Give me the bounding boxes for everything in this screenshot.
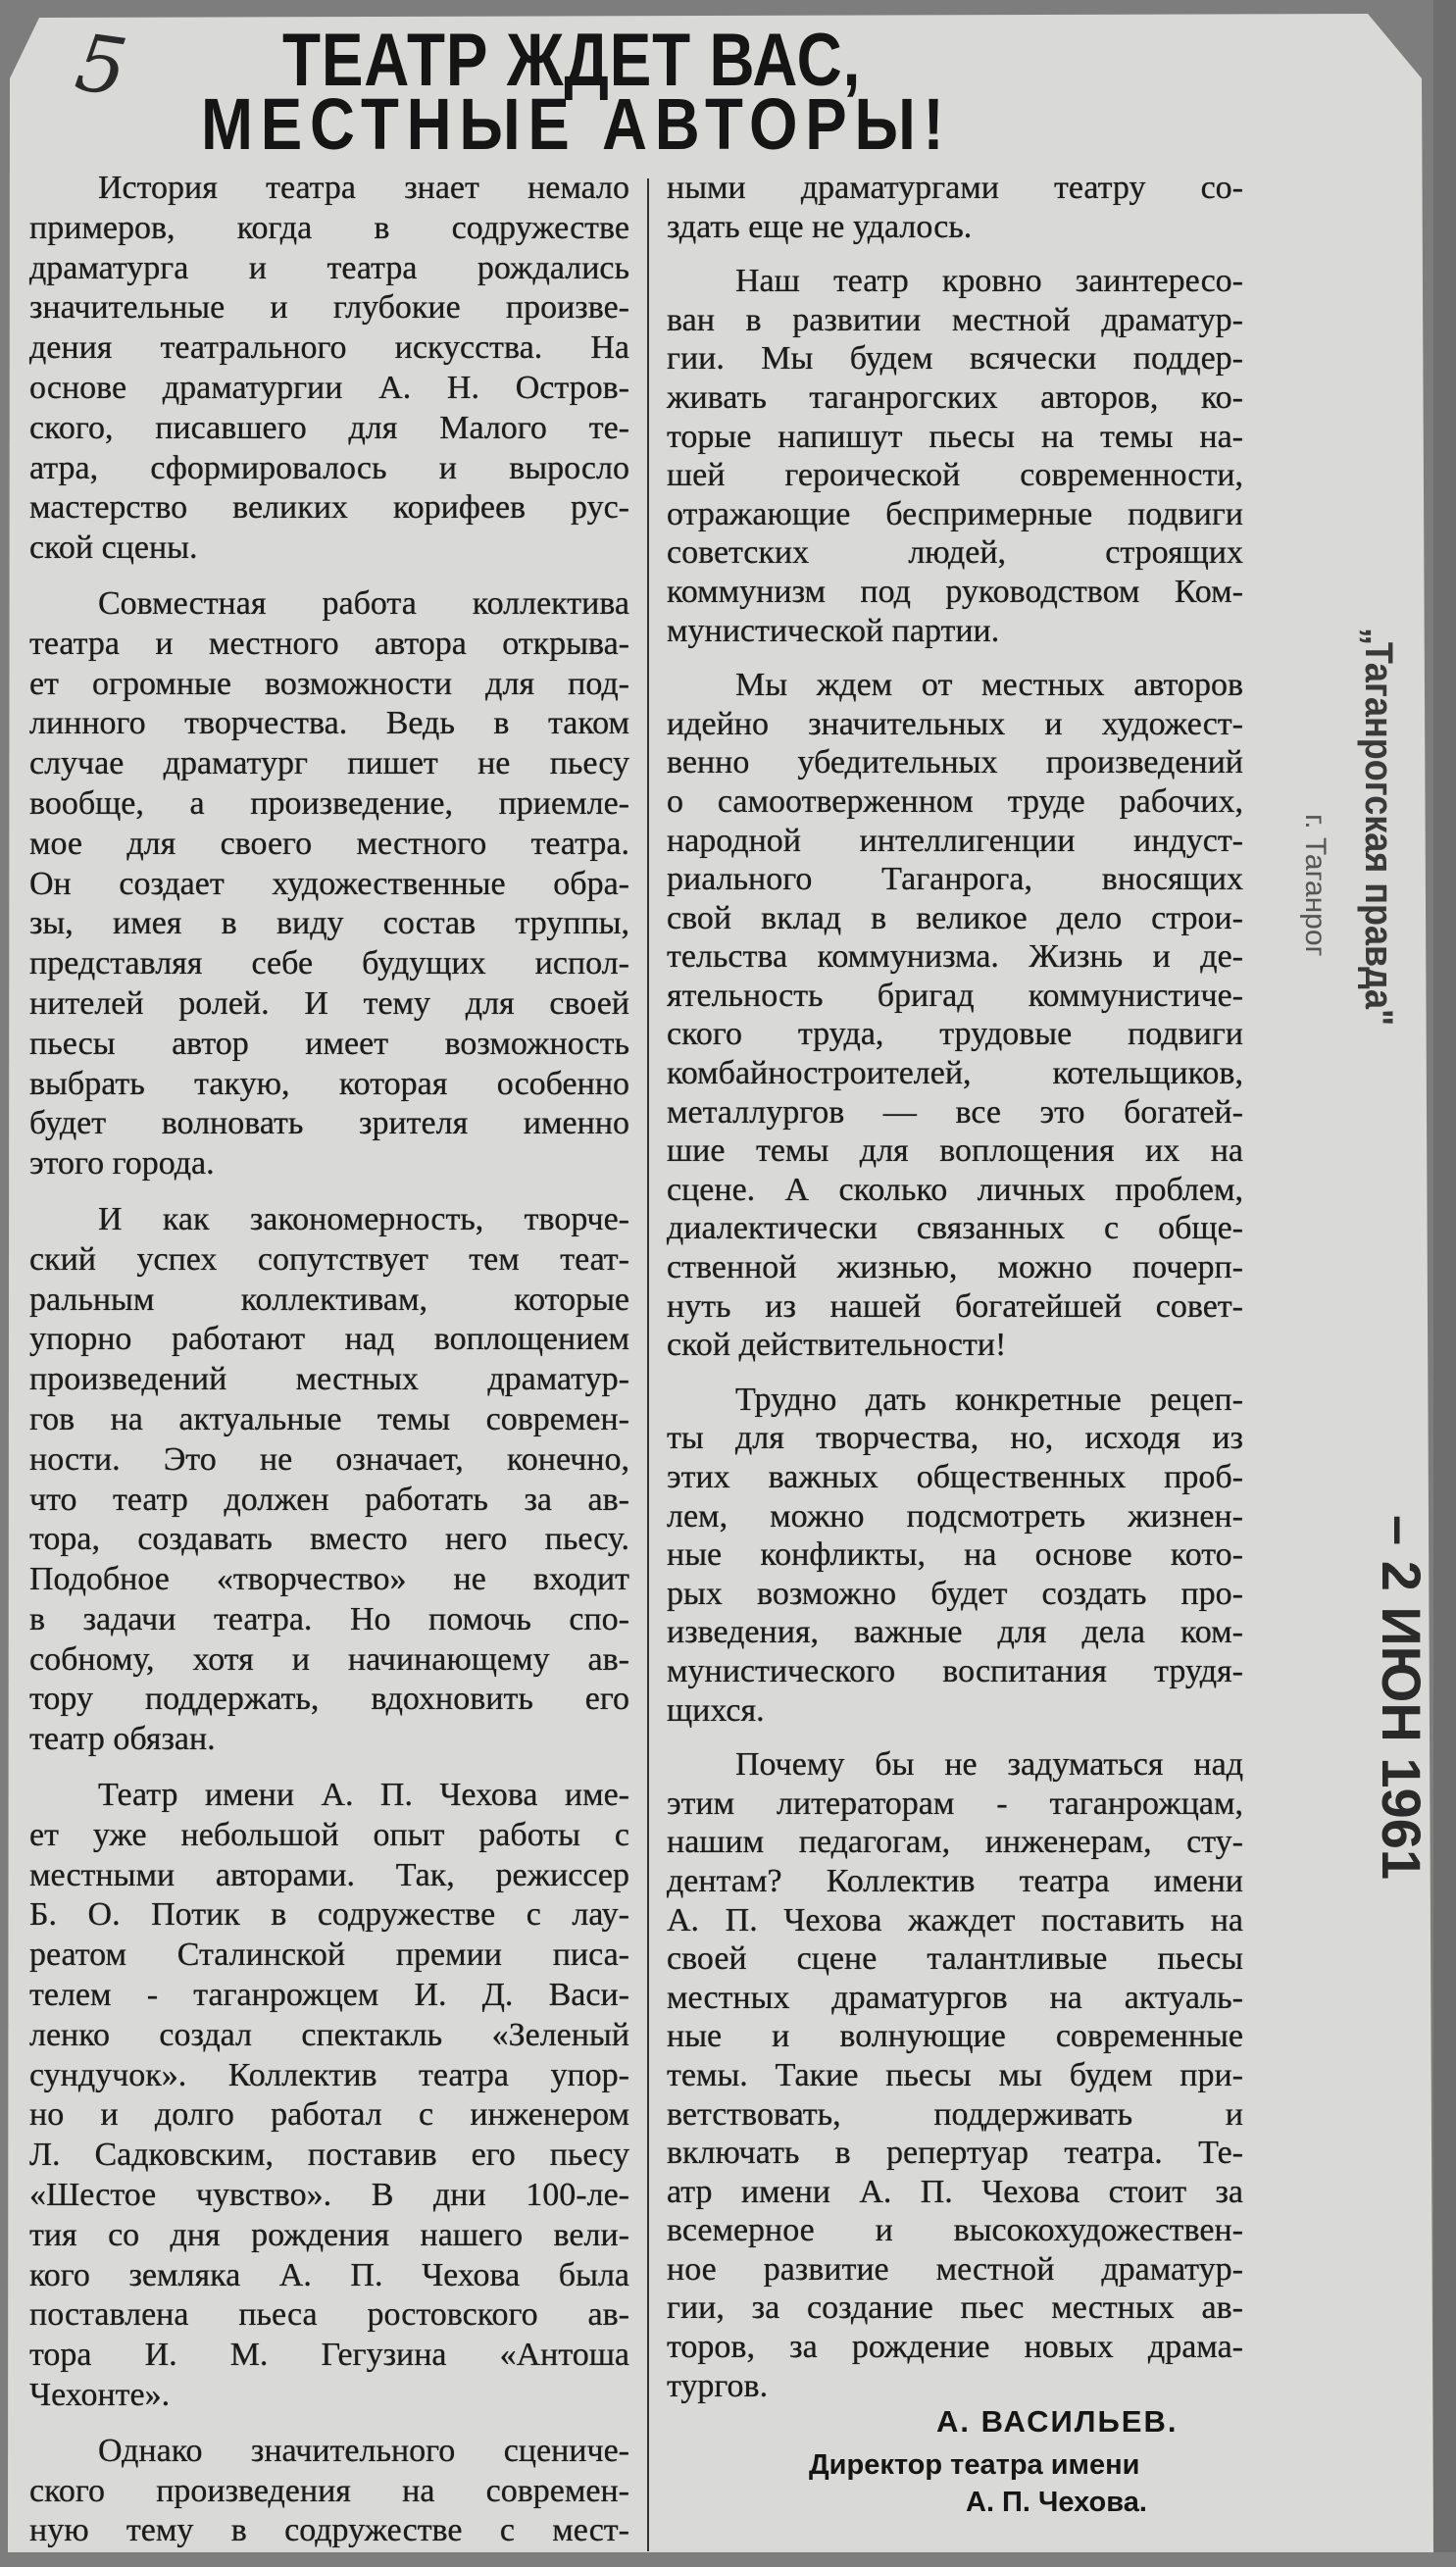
text-line: История театра знает немало — [98, 170, 629, 206]
paragraph — [667, 1381, 1243, 1730]
text-line: щихся. — [667, 1691, 765, 1729]
text-line: нашим педагогам, инженерам, сту- — [667, 1824, 1243, 1861]
text-line: тору поддержать, вдохновить его — [29, 1681, 629, 1718]
paragraph — [667, 1745, 1243, 2405]
text-line: ты для творчества, но, исходя из — [667, 1420, 1243, 1457]
headline-line-2: МЕСТНЫЕ АВТОРЫ! — [201, 83, 952, 165]
text-line: дения театрального искусства. На — [29, 329, 629, 367]
paragraph — [29, 1200, 629, 1760]
text-line: вообще, а произведение, приемле- — [29, 784, 629, 822]
text-line: народной интеллигенции индуст- — [667, 822, 1243, 859]
text-line: гии. Мы будем всячески поддер- — [667, 340, 1243, 378]
stamp-city: г. Таганрог — [1299, 814, 1331, 957]
text-line: ные конфликты, на основе кото- — [667, 1536, 1243, 1574]
text-line: основе драматургии А. Н. Остров- — [29, 369, 629, 406]
text-line: что театр должен работать за ав- — [29, 1481, 629, 1518]
text-line: кого земляка А. П. Чехова была — [29, 2256, 629, 2293]
text-line: будет волновать зрителя именно — [29, 1105, 629, 1142]
paragraph — [29, 1776, 629, 2416]
text-line: ными драматургами театру со- — [667, 170, 1243, 206]
text-line: шей героической современности, — [667, 457, 1243, 494]
text-line: всемерное и высокохудожествен- — [667, 2212, 1243, 2249]
paragraph — [667, 169, 1243, 246]
text-line: гии, за создание пьес местных ав- — [667, 2290, 1243, 2327]
text-line: театра и местного автора открыва- — [29, 625, 629, 662]
text-line: ное развитие местной драматур- — [667, 2250, 1243, 2288]
text-line: значительные и глубокие произве- — [29, 289, 629, 327]
text-line: А. П. Чехова жаждет поставить на — [667, 1901, 1243, 1938]
author-theatre: А. П. Чехова. — [966, 2487, 1147, 2518]
text-line: местными авторами. Так, режиссер — [29, 1856, 629, 1893]
text-line: линного творчества. Ведь в таком — [29, 705, 629, 742]
text-line: этих важных общественных проб- — [667, 1459, 1243, 1495]
text-line: Чехонте». — [29, 2377, 171, 2414]
text-line: телем - таганрожцем И. Д. Васи- — [29, 1977, 629, 2014]
text-line: пьесы автор имеет возможность — [29, 1025, 629, 1062]
text-line: ский успех сопутствует тем теат- — [29, 1240, 629, 1278]
text-line: живать таганрогских авторов, ко- — [667, 378, 1243, 416]
text-line: мунистической партии. — [667, 612, 1000, 649]
text-line: ской действительности! — [667, 1327, 1007, 1364]
text-line: ван в развитии местной драматур- — [667, 301, 1243, 338]
text-line: ятельность бригад коммунистиче- — [667, 977, 1243, 1014]
text-line: о самоотверженном труде рабочих, — [667, 782, 1243, 820]
article-column-2 — [667, 169, 1243, 2421]
text-line: ности. Это не означает, конечно, — [29, 1440, 629, 1478]
text-line: гов на актуальные темы современ- — [29, 1400, 629, 1437]
text-line: свой вклад в великое дело строи- — [667, 899, 1243, 936]
text-line: Однако значительного сцениче- — [98, 2432, 629, 2469]
text-line: выбрать такую, которая особенно — [29, 1065, 629, 1102]
text-line: советских людей, строящих — [667, 534, 1243, 572]
text-line: отражающие беспримерные подвиги — [667, 495, 1243, 532]
headline-line-1: ТЕАТР ЖДЕТ ВАС, — [282, 19, 862, 102]
text-line: шие темы для воплощения их на — [667, 1132, 1243, 1170]
paragraph — [667, 666, 1243, 1365]
text-line: мое для своего местного театра. — [29, 825, 629, 862]
text-line: ственной жизнью, можно почерп- — [667, 1249, 1243, 1286]
text-line: атр имени А. П. Чехова стоит за — [667, 2173, 1243, 2210]
text-line: случае драматург пишет не пьесу — [29, 745, 629, 782]
text-line: своей сцене талантливые пьесы — [667, 1940, 1243, 1978]
text-line: произведений местных драматур- — [29, 1361, 629, 1398]
text-line: сундучок». Коллектив театра упор- — [29, 2056, 629, 2093]
text-line: коммунизм под руководством Ком- — [667, 573, 1243, 610]
text-line: диалектически связанных с обще- — [667, 1210, 1243, 1247]
text-line: примеров, когда в содружестве — [29, 209, 629, 246]
paragraph — [29, 2432, 629, 2551]
text-line: реатом Сталинской премии писа- — [29, 1937, 629, 1974]
text-line: тора, создавать вместо него пьесу. — [29, 1521, 629, 1558]
text-line: местных драматургов на актуаль- — [667, 1979, 1243, 2016]
text-line: Почему бы не задуматься над — [735, 1746, 1243, 1784]
text-line: атра, сформировалось и выросло — [29, 449, 629, 486]
author-position: Директор театра имени — [809, 2449, 1140, 2481]
text-line: нуть из нашей богатейшей совет- — [667, 1287, 1243, 1325]
text-line: зы, имея в виду состав труппы, — [29, 905, 629, 942]
text-line: «Шестое чувство». В дни 100-ле- — [29, 2177, 629, 2214]
text-line: И как закономерность, творче- — [98, 1200, 629, 1237]
text-line: тия со дня рождения нашего вели- — [29, 2216, 629, 2253]
text-line: мунистического воспитания трудя- — [667, 1652, 1243, 1689]
text-line: Подобное «творчество» не входит — [29, 1561, 629, 1598]
text-line: здать еще не удалось. — [667, 208, 973, 245]
text-line: риального Таганрога, вносящих — [667, 861, 1243, 898]
text-line: ского, писавшего для Малого те- — [29, 409, 629, 446]
text-line: Театр имени А. П. Чехова име- — [98, 1777, 629, 1814]
handwritten-number: 5 — [70, 16, 133, 115]
text-line: этим литераторам - таганрожцам, — [667, 1785, 1243, 1822]
text-line: торые напишут пьесы на темы на- — [667, 418, 1243, 455]
author-name: А. ВАСИЛЬЕВ. — [936, 2404, 1179, 2439]
text-line: дентам? Коллектив театра имени — [667, 1862, 1243, 1899]
text-line: театр обязан. — [29, 1721, 216, 1758]
text-line: изведения, важные для дела ком- — [667, 1614, 1243, 1651]
text-line: ральным коллективам, которые — [29, 1281, 629, 1318]
column-divider — [647, 178, 649, 2551]
text-line: собному, хотя и начинающему ав- — [29, 1640, 629, 1678]
text-line: тургов. — [667, 2367, 769, 2404]
paragraph — [29, 169, 629, 569]
text-line: в задачи театра. Но помочь спо- — [29, 1600, 629, 1637]
text-line: ные и волнующие современные — [667, 2018, 1243, 2055]
text-line: Трудно дать конкретные рецеп- — [735, 1381, 1243, 1418]
text-line: ет огромные возможности для под- — [29, 665, 629, 702]
article-column-1 — [29, 169, 629, 2567]
text-line: Совместная работа коллектива — [98, 584, 629, 622]
text-line: поставлена пьеса ростовского ав- — [29, 2296, 629, 2334]
text-line: нителей ролей. И тему для своей — [29, 984, 629, 1022]
stamp-date: – 2 ИЮН 1961 — [1371, 1515, 1432, 1880]
text-line: Л. Садковским, поставив его пьесу — [29, 2137, 629, 2174]
text-line: темы. Такие пьесы мы будем при- — [667, 2056, 1243, 2093]
text-line: этого города. — [29, 1145, 215, 1183]
text-line: металлургов — все это богатей- — [667, 1093, 1243, 1131]
text-line: Наш театр кровно заинтересо- — [735, 263, 1243, 300]
text-line: ского произведения на современ- — [29, 2472, 629, 2509]
text-line: торов, за рождение новых драма- — [667, 2329, 1243, 2366]
text-line: тора И. М. Гегузина «Антоша — [29, 2337, 629, 2374]
text-line: драматурга и театра рождались — [29, 249, 629, 286]
text-line: ветствовать, поддерживать и — [667, 2095, 1243, 2133]
text-line: ет уже небольшой опыт работы с — [29, 1816, 629, 1853]
text-line: сцене. А сколько личных проблем, — [667, 1171, 1243, 1208]
text-line: комбайностроителей, котельщиков, — [667, 1055, 1243, 1092]
text-line: ную тему в содружестве с мест- — [29, 2512, 629, 2549]
text-line: идейно значительных и художест- — [667, 705, 1243, 742]
newspaper-stamp: „Таганрогская правда" — [1357, 628, 1400, 1027]
text-line: рых возможно будет создать про- — [667, 1575, 1243, 1612]
text-line: но и долго работал с инженером — [29, 2096, 629, 2134]
text-line: представляя себе будущих испол- — [29, 945, 629, 982]
text-line: упорно работают над воплощением — [29, 1321, 629, 1358]
text-line: ского труда, трудовые подвиги — [667, 1016, 1243, 1053]
text-line: ской сцены. — [29, 529, 198, 567]
paragraph — [29, 584, 629, 1184]
paragraph — [667, 262, 1243, 650]
text-line: мастерство великих корифеев рус- — [29, 489, 629, 527]
text-line: включать в репертуар театра. Те- — [667, 2135, 1243, 2172]
text-line: венно убедительных произведений — [667, 744, 1243, 781]
scan-edge — [1433, 0, 1456, 2552]
text-line: Мы ждем от местных авторов — [735, 667, 1243, 704]
text-line: Б. О. Потик в содружестве с лау- — [29, 1896, 629, 1934]
text-line: тельства коммунизма. Жизнь и де- — [667, 938, 1243, 976]
text-line: лем, можно подсмотреть жизнен- — [667, 1497, 1243, 1535]
text-line: ленко создал спектакль «Зеленый — [29, 2016, 629, 2053]
text-line: Он создает художественные обра- — [29, 865, 629, 902]
